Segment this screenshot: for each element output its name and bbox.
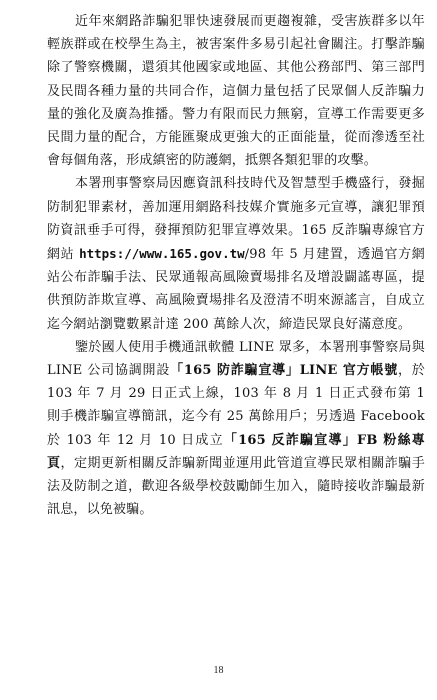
paragraph-1: [47, 10, 425, 172]
paragraph-text: 本署刑事警察局因應資訊科技時代及智慧型手機盛行，發掘防制犯罪素材，善加運用網路科技媒介實施多元宣導，讓犯罪預防資訊垂手可得，發揮預防犯罪宣導效果。165 反詐騙專線官方網站: [47, 176, 425, 263]
website-url-text: https://www.165.gov.tw: [79, 246, 245, 262]
paragraph-text: ，於 103 年 7 月 29 日正式上線，103 年 8 月 1 日正式發布第 1 則手機詐騙宣導簡訊，迄今有 25 萬餘用戶；另透過 Facebook 於 103 年 12 月 10 日成立: [47, 363, 426, 448]
emphasized-text: 「165 防詐騙宣導」LINE 官方帳號: [170, 363, 399, 379]
emphasized-text: 「165 反詐騙宣導」FB 粉絲專頁: [47, 432, 425, 471]
paragraph-text: ，定期更新相關反詐騙新聞並運用此管道宣導民眾相關詐騙手法及防制之道，歡迎各級學校鼓勵師生加入，隨時接收詐騙最新訊息，以免被騙。: [47, 455, 425, 518]
paragraph-text: /98 年 5 月建置，透過官方網站公布詐騙手法、民眾通報高風險賣場排名及增設闢謠專區，提供預防詐欺宣導、高風險賣場排名及澄清不明來源謠言，自成立迄今網站瀏覽數累計達 200 萬餘人次，締造民眾良好滿意度。: [47, 247, 425, 332]
paragraph-2: [47, 172, 425, 335]
paragraph-text: 近年來網路詐騙犯罪快速發展而更趨複雜，受害族群多以年輕族群或在校學生為主，被害案件多易引起社會關注。打擊詐騙除了警察機關，還須其他國家或地區、其他公務部門、第三部門及民間各種力量的共同合作，這個力量包括了民眾個人反詐騙力量的強化及廣為推播。警力有限而民力無窮，宣導工作需要更多民間力量的配合，方能匯聚成更強大的正面能量，從而滲透至社會每個角落，形成縝密的防護網，抵禦各類犯罪的攻擊。: [47, 14, 425, 169]
page-number: 18: [213, 665, 224, 676]
document-body: [47, 10, 425, 521]
paragraph-text: 鑒於國人使用手機通訊軟體 LINE 眾多，本署刑事警察局與 LINE 公司協調開設: [47, 339, 425, 379]
paragraph-3: [47, 336, 425, 522]
